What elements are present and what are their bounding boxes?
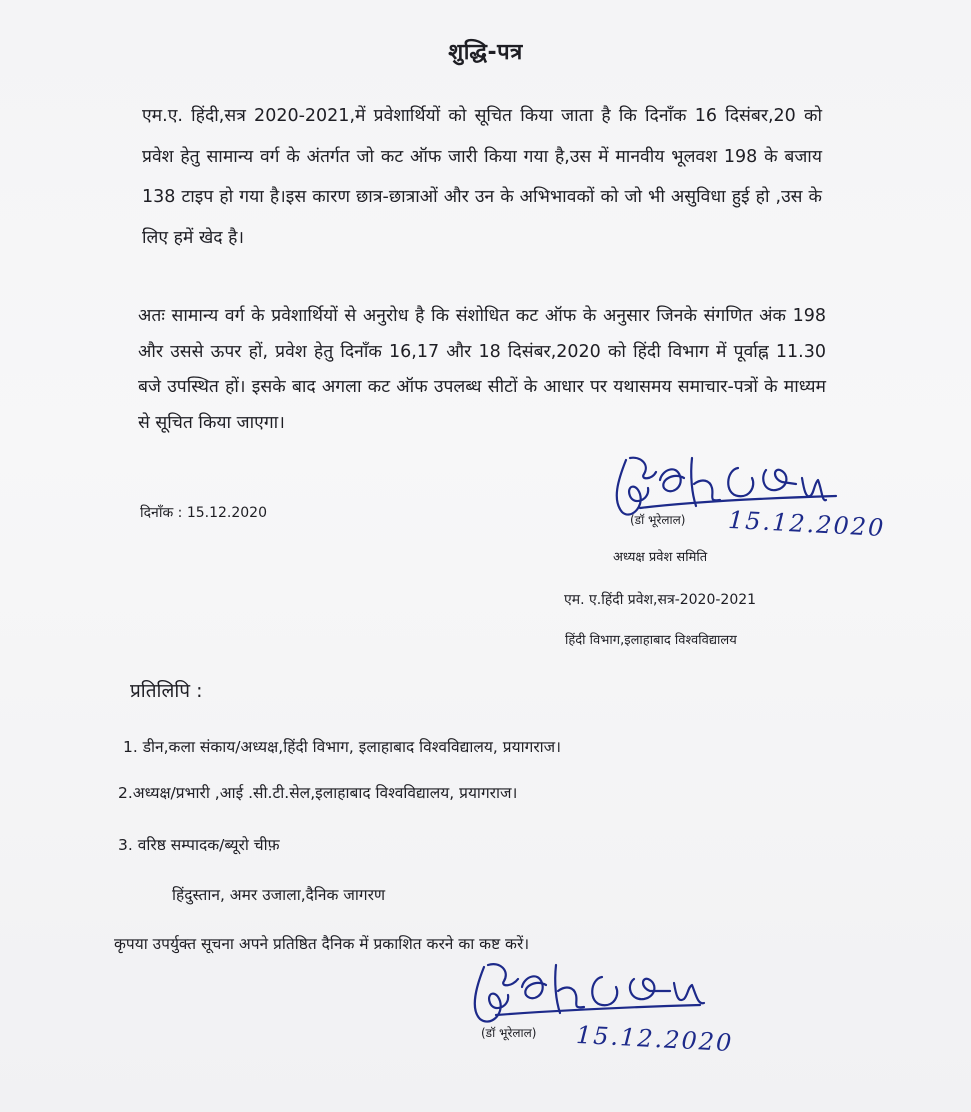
issue-date: दिनाँक : 15.12.2020 [140,505,267,521]
publication-request: कृपया उपर्युक्त सूचना अपने प्रतिष्ठित दैनिक में प्रकाशित करने का कष्ट करें। [114,935,530,953]
handwritten-date-upper: 15.12.2020 [727,505,887,543]
copy-to-item: 1. डीन,कला संकाय/अध्यक्ष,हिंदी विभाग, इलाहाबाद विश्वविद्यालय, प्रयागराज। [123,738,562,756]
handwritten-date-lower: 15.12.2020 [575,1020,735,1058]
copy-to-heading: प्रतिलिपि : [130,680,203,702]
copy-to-item: 2.अध्यक्ष/प्रभारी ,आई .सी.टी.सेल,इलाहाबाद विश्वविद्यालय, प्रयागराज। [118,784,518,802]
notice-paragraph-2: अतः सामान्य वर्ग के प्रवेशार्थियों से अनुरोध है कि संशोधित कट ऑफ के अनुसार जिनके संगणित अंक 198 और उससे ऊपर हों, प्रवेश हेतु दिनाँक 16,17 और 18 दिसंबर,2020 को हिंदी विभाग में पूर्वाह्न 11.30 बजे उपस्थित हों। इसके बाद अगला कट ऑफ उपलब्ध सीटों के आधार पर यथासमय समाचार-पत्रों के माध्यम से सूचित किया जाएगा। [138,306,826,433]
program-line: एम. ए.हिंदी प्रवेश,सत्र-2020-2021 [564,592,757,608]
department-line: हिंदी विभाग,इलाहाबाद विश्वविद्यालय [565,633,737,648]
document-title: शुद्धि-पत्र [448,40,523,65]
signatory-designation: अध्यक्ष प्रवेश समिति [613,550,708,565]
copy-to-item: 3. वरिष्ठ सम्पादक/ब्यूरो चीफ़ [118,836,280,854]
newspaper-list: हिंदुस्तान, अमर उजाला,दैनिक जागरण [172,886,386,904]
notice-paragraph-1: एम.ए. हिंदी,सत्र 2020-2021,में प्रवेशार्थियों को सूचित किया जाता है कि दिनाँक 16 दिसंबर,20 को प्रवेश हेतु सामान्य वर्ग के अंतर्गत जो कट ऑफ जारी किया गया है,उस में मानवीय भूलवश 198 के बजाय 138 टाइप हो गया है।इस कारण छात्र-छात्राओं और उन के अभिभावकों को जो भी असुविधा हुई हो ,उस के लिए हमें खेद है। [142,106,822,248]
signatory-name: (डॉ भूरेलाल) [630,513,686,527]
footer-signatory-name: (डॉ भूरेलाल) [481,1026,537,1040]
